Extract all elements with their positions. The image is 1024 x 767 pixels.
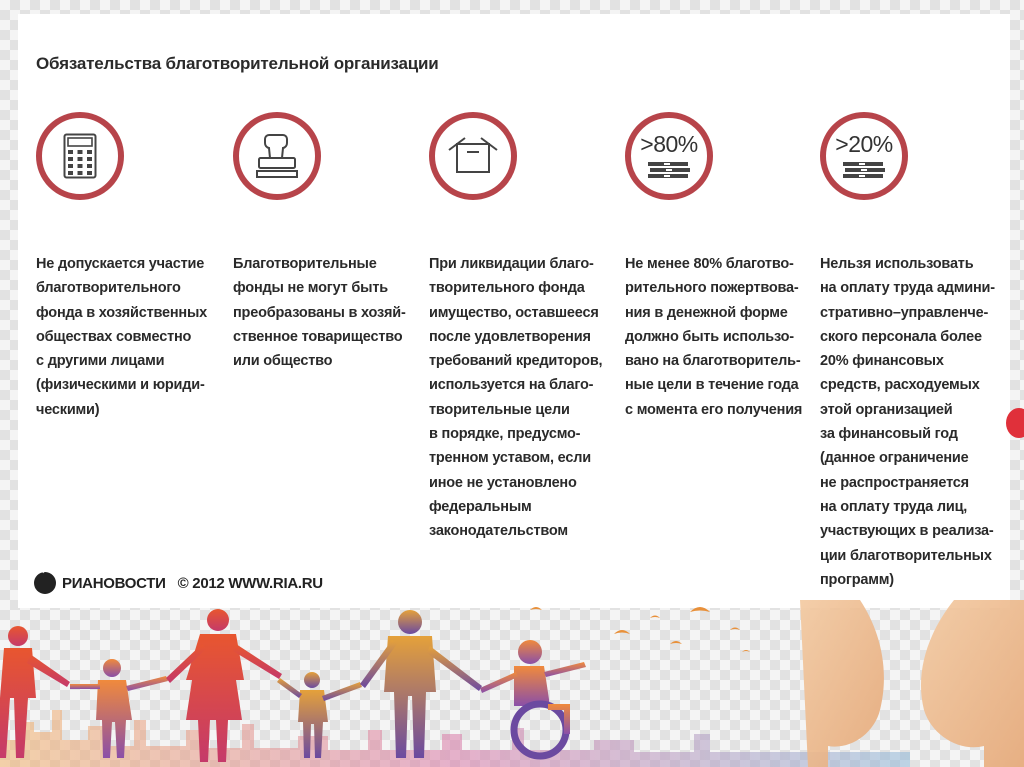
column-4 [625, 112, 815, 422]
people-holding-hands-illustration [0, 600, 1024, 767]
column-1 [36, 112, 226, 422]
column-3 [429, 112, 619, 544]
ria-globe-icon [34, 572, 56, 594]
column-3-ring [429, 112, 517, 200]
footer-brand: РИАНОВОСТИ [62, 574, 166, 592]
column-4-ring [625, 112, 713, 200]
column-5-ring [820, 112, 908, 200]
column-4-text: Не менее 80% благотво- рительного пожертвова- ния в денежной форме должно быть использо- вано на благотворитель- ные цели в течение года с момента его получения [625, 256, 803, 418]
adult-silhouette-2 [166, 609, 282, 762]
calculator-icon [63, 133, 97, 179]
column-1-ring [36, 112, 124, 200]
column-3-text: При ликвидации благо- творительного фонда имущество, оставшееся после удовлетворения требований кредиторов, используется на благо- творительные цели в порядке, предусмо- тренном уставом, если иное не установлено федеральным законодательством [429, 256, 603, 540]
column-5-percent: >20% [835, 130, 893, 157]
birds [530, 607, 750, 652]
column-2 [233, 112, 423, 373]
stamp-icon [254, 131, 300, 181]
cupped-hands [800, 600, 1024, 767]
money-stack-icon [841, 160, 887, 180]
column-2-text: Благотворительные фонды не могут быть преобразованы в хозяй- ственное товарищество или общество [233, 256, 406, 370]
column-5-text: Нельзя использовать на оплату труда админи- стративно–управленче- ского персонала более 20% финансовых средств, расходуемых этой организацией за финансовый год (данное ограничение не распространяется на оплату труда лиц, участвующих в реализа- ции благотворительных программ) [820, 256, 995, 588]
column-5 [820, 112, 1010, 592]
wheelchair-person-silhouette [480, 640, 586, 756]
column-4-percent: >80% [640, 130, 698, 157]
money-stack-icon [646, 160, 692, 180]
infographic-card [18, 14, 1010, 608]
column-1-text: Не допускается участие благотворительного фонда в хозяйственных обществах совместно с другими лицами (физическими и юриди- ческими) [36, 256, 208, 418]
footer-credit [34, 572, 323, 594]
footer-copyright: © 2012 WWW.RIA.RU [177, 574, 323, 592]
column-2-ring [233, 112, 321, 200]
box-icon [447, 136, 499, 176]
page-title: Обязательства благотворительной организации [36, 54, 439, 73]
city-skyline [0, 710, 910, 767]
child-silhouette-2 [277, 672, 362, 758]
